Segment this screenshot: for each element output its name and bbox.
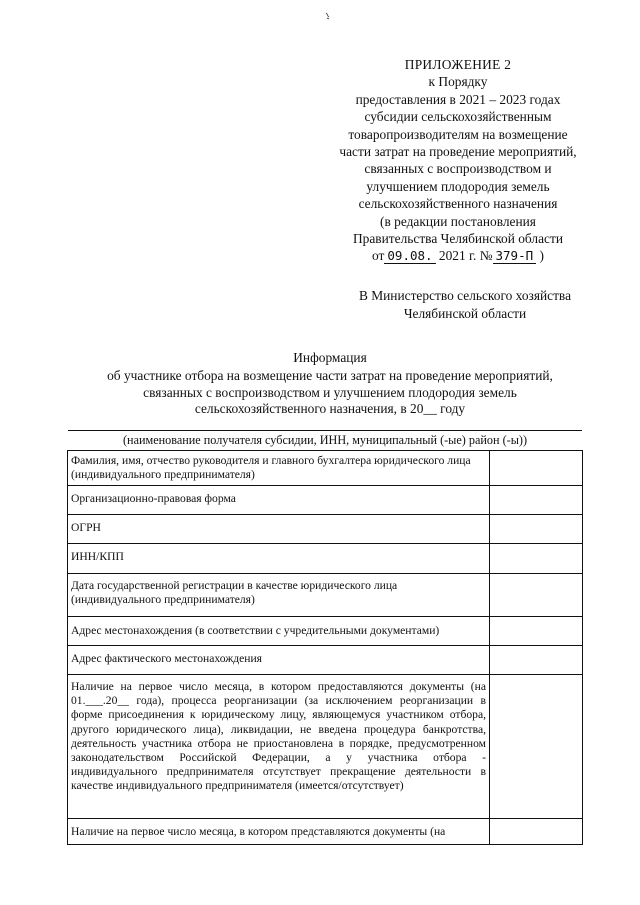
appendix-line: Правительства Челябинской области	[353, 231, 563, 247]
value-cell[interactable]	[490, 646, 583, 675]
date-middle: 2021 г. №	[438, 248, 493, 264]
value-cell[interactable]	[490, 819, 583, 845]
table-row	[68, 646, 583, 675]
appendix-line: сельскохозяйственного назначения	[358, 196, 558, 212]
row-label: ИНН/КПП	[68, 544, 490, 574]
resolution-date: 09.08.	[384, 248, 435, 264]
date-suffix: )	[539, 248, 544, 264]
document-title-block	[60, 350, 600, 418]
row-label: Фамилия, имя, отчество руководителя и главного бухгалтера юридического лица (индивидуального предпринимателя)	[68, 451, 490, 486]
appendix-line: товаропроизводителям на возмещение	[348, 126, 568, 142]
recipient-name-line	[68, 430, 582, 431]
table-row	[68, 451, 583, 486]
appendix-line: улучшением плодородия земель	[366, 178, 550, 194]
resolution-number: 379-П	[493, 248, 537, 264]
table-row	[68, 617, 583, 646]
table-row	[68, 675, 583, 819]
value-cell[interactable]	[490, 617, 583, 646]
addressee-line: Челябинской области	[403, 305, 527, 321]
row-label: Адрес местонахождения (в соответствии с учредительными документами)	[68, 617, 490, 646]
addressee-line: В Министерство сельского хозяйства	[358, 288, 572, 303]
document-subtitle-line: сельскохозяйственного назначения, в 20__ году	[194, 401, 466, 417]
row-label: Наличие на первое число месяца, в котором представляются документы (на	[68, 819, 490, 845]
document-subtitle-line: об участнике отбора на возмещение части затрат на проведение мероприятий,	[107, 367, 553, 383]
row-label: Организационно-правовая форма	[68, 486, 490, 515]
value-cell[interactable]	[490, 515, 583, 544]
table-row	[68, 544, 583, 574]
table-row	[68, 574, 583, 617]
row-label: Наличие на первое число месяца, в котором предоставляются документы (на 01.___.20__ года), процесса реорганизации (за исключением реорганизации в форме присоединения к юридическому лицу, являющемуся участником отбора, другого юридического лица), ликвидации, не введена процедура банкротства, деятельность участника отбора не приостановлена в порядке, предусмотренном законодательством Российской Федерации, а у участника отбора - индивидуального предпринимателя отсутствует прекращение деятельности в качестве индивидуального предпринимателя (имеется/отсутствует)	[68, 675, 490, 819]
pen-mark	[325, 12, 331, 20]
value-cell[interactable]	[490, 574, 583, 617]
resolution-date-line	[322, 247, 594, 264]
appendix-line: предоставления в 2021 – 2023 годах	[355, 91, 561, 107]
addressee-block	[330, 287, 600, 322]
row-label: Адрес фактического местонахождения	[68, 646, 490, 675]
table-row	[68, 486, 583, 515]
table-row	[68, 515, 583, 544]
value-cell[interactable]	[490, 451, 583, 486]
appendix-line: связанных с воспроизводством и	[364, 161, 552, 177]
document-heading: Информация	[293, 350, 367, 365]
value-cell[interactable]	[490, 544, 583, 574]
appendix-title: ПРИЛОЖЕНИЕ 2	[404, 57, 512, 72]
info-table	[67, 450, 583, 845]
value-cell[interactable]	[490, 486, 583, 515]
appendix-line: к Порядку	[428, 74, 488, 90]
row-label: ОГРН	[68, 515, 490, 544]
row-label: Дата государственной регистрации в качестве юридического лица (индивидуального предпринимателя)	[68, 574, 490, 617]
appendix-line: субсидии сельскохозяйственным	[364, 109, 552, 125]
value-cell[interactable]	[490, 675, 583, 819]
document-subtitle-line: связанных с воспроизводством и улучшением плодородия земель	[143, 384, 517, 400]
table-row	[68, 819, 583, 845]
appendix-block	[322, 56, 594, 265]
recipient-name-caption: (наименование получателя субсидии, ИНН, муниципальный (-ые) район (-ы))	[122, 433, 527, 447]
appendix-line: части затрат на проведение мероприятий,	[339, 144, 577, 160]
appendix-line: (в редакции постановления	[380, 213, 536, 229]
date-prefix: от	[372, 248, 385, 264]
